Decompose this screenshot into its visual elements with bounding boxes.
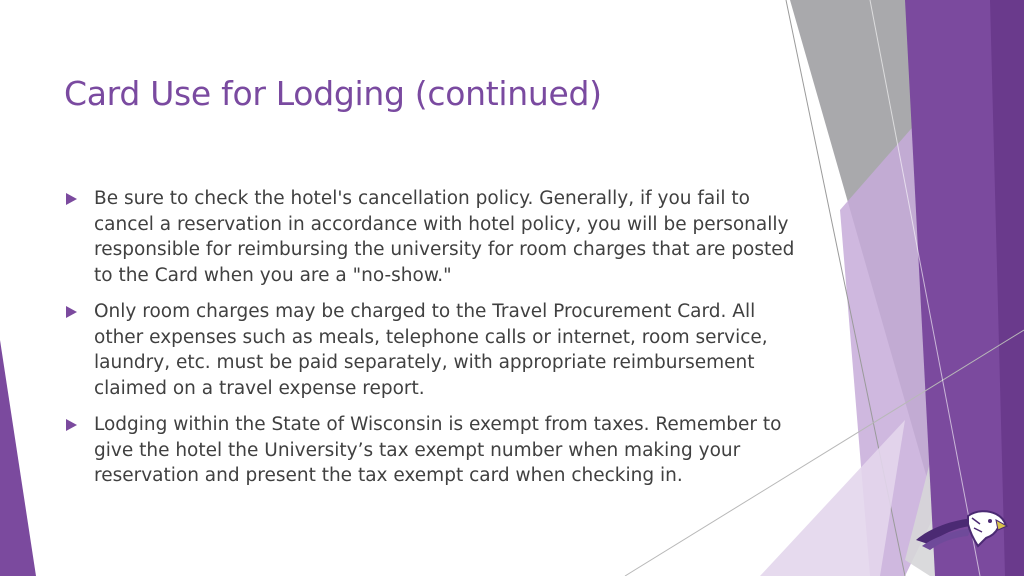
bullet-text-3: Lodging within the State of Wisconsin is exempt from taxes. Remember to give the hotel the University’s tax exempt number when making your reservation and present the tax exempt card when checking in.: [94, 414, 782, 486]
bullet-text-2: Only room charges may be charged to the Travel Procurement Card. All other expenses such as meals, telephone calls or internet, room service, laundry, etc. must be paid separately, with appropriate reimbursement claimed on a travel expense report.: [94, 301, 768, 399]
left-purple-sliver: [0, 340, 36, 576]
bullet-item-1: [64, 186, 809, 288]
bullet-text-1: Be sure to check the hotel's cancellation policy. Generally, if you fail to cancel a reservation in accordance with hotel policy, you will be personally responsible for reimbursing the university for room charges that are posted to the Card when you are a "no-show.": [94, 188, 795, 286]
bullet-list: [64, 186, 809, 500]
right-arrow-icon: [66, 306, 77, 318]
right-arrow-icon: [66, 419, 77, 431]
right-arrow-icon: [66, 193, 77, 205]
bullet-item-2: [64, 299, 809, 401]
warhawk-logo-icon: [912, 506, 1008, 554]
bullet-item-3: [64, 412, 809, 489]
slide-title: Card Use for Lodging (continued): [64, 74, 602, 113]
